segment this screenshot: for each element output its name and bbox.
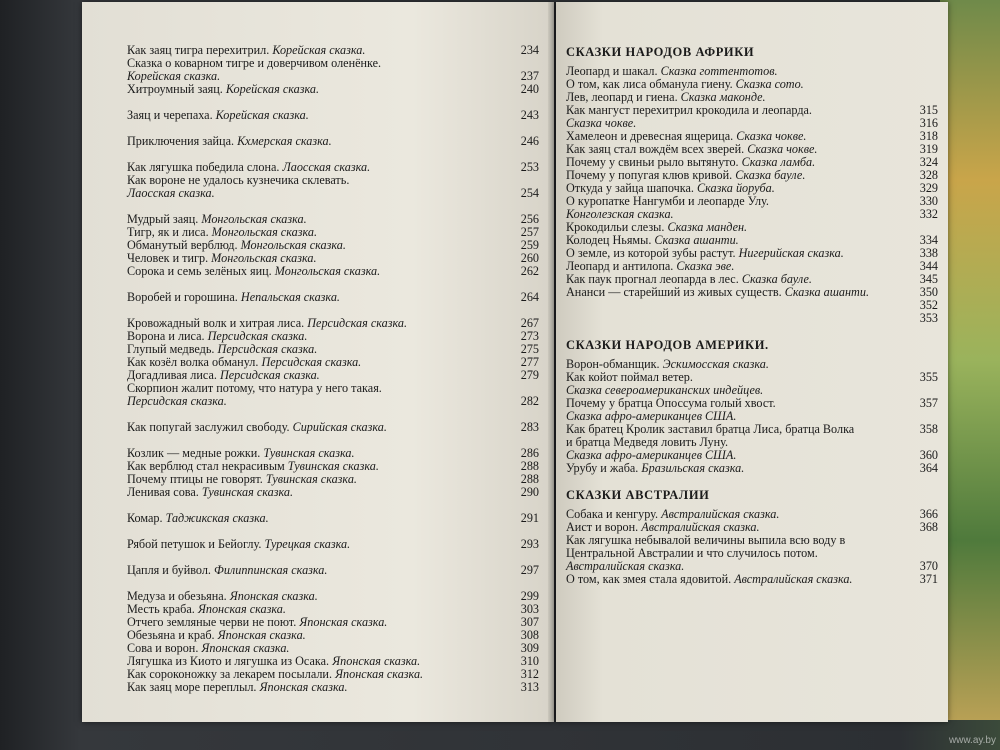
left-toc: [127, 44, 539, 694]
toc-entry-origin: Таджикская сказка.: [165, 511, 269, 525]
toc-entry-text: Обманутый верблюд.: [127, 238, 238, 252]
toc-entry-text: Почему птицы не говорят.: [127, 472, 263, 486]
toc-entry: [127, 564, 539, 577]
toc-entry-page: 358: [919, 422, 938, 436]
section-title: СКАЗКИ АВСТРАЛИИ: [566, 488, 710, 502]
toc-entry-origin: Сказка йоруба.: [697, 181, 775, 195]
toc-entry-origin: Монгольская сказка.: [211, 225, 318, 239]
toc-entry-origin: Монгольская сказка.: [211, 251, 317, 265]
toc-entry: [127, 291, 539, 304]
toc-entry-text: О том, как лиса обманула гиену.: [566, 77, 733, 91]
toc-entry-page: 318: [919, 129, 938, 143]
toc-entry: [566, 573, 938, 586]
toc-entry-origin: Сказка афро-американцев США.: [566, 448, 737, 462]
toc-entry-origin: Сказка чокве.: [747, 142, 818, 156]
toc-entry-origin: Сказка маконде.: [680, 90, 766, 104]
toc-entry-text: Леопард и антилопа.: [566, 259, 674, 273]
toc-entry-page: 352: [919, 298, 938, 312]
toc-entry-origin: Корейская сказка.: [225, 82, 320, 96]
toc-entry-page: 277: [520, 355, 539, 369]
toc-entry: [127, 83, 539, 96]
toc-entry-text: Как мангуст перехитрил крокодила и леопарда.: [566, 103, 812, 117]
toc-entry-page: 319: [919, 142, 938, 156]
toc-entry-origin: Сказка эве.: [676, 259, 735, 273]
toc-entry-origin: Сказка афро-американцев США.: [566, 409, 737, 423]
toc-entry-page: 290: [520, 485, 539, 499]
toc-entry-page: 237: [520, 69, 539, 83]
toc-entry-page: 303: [520, 602, 539, 616]
toc-entry-origin: Сказка бауле.: [741, 272, 812, 286]
toc-entry-origin: Японская сказка.: [229, 589, 318, 603]
toc-entry-origin: Филиппинская сказка.: [214, 563, 328, 577]
toc-entry-title: [566, 462, 908, 475]
toc-entry-text: Почему у свиньи рыло вытянуто.: [566, 155, 739, 169]
toc-entry-origin: Лаосская сказка.: [127, 186, 215, 200]
toc-entry: [566, 299, 938, 312]
toc-entry-page: 253: [520, 160, 539, 174]
toc-entry-title: [127, 538, 509, 551]
toc-entry-text: Обезьяна и краб.: [127, 628, 215, 642]
toc-entry-origin: Персидская сказка.: [261, 355, 362, 369]
toc-entry-text: Человек и тигр.: [127, 251, 209, 265]
toc-entry-title: [127, 135, 509, 148]
toc-entry-text: Догадливая лиса.: [127, 368, 217, 382]
toc-entry-page: 328: [919, 168, 938, 182]
left-page: [82, 2, 554, 722]
toc-entry-text: Как верблюд стал некрасивым: [127, 459, 285, 473]
toc-entry-origin: Японская сказка.: [217, 628, 306, 642]
toc-entry-title: [566, 286, 908, 299]
toc-entry-origin: Персидская сказка.: [207, 329, 308, 343]
toc-entry-origin: Сказка бауле.: [735, 168, 806, 182]
toc-entry-text: О земле, из которой зубы растут.: [566, 246, 736, 260]
toc-entry-origin: Сказка ашанти.: [654, 233, 739, 247]
toc-entry-page: 309: [520, 641, 539, 655]
toc-entry: [127, 421, 539, 434]
toc-entry-text: Как заяц тигра перехитрил.: [127, 43, 270, 57]
toc-entry-page: 275: [520, 342, 539, 356]
toc-entry-text: Рябой петушок и Бейоглу.: [127, 537, 262, 551]
toc-entry-origin: Персидская сказка.: [219, 368, 320, 382]
toc-entry-page: 312: [520, 667, 539, 681]
toc-entry-page: 291: [520, 511, 539, 525]
toc-entry-title: [127, 564, 509, 577]
toc-entry-text: Хитроумный заяц.: [127, 82, 223, 96]
toc-entry-text: Колодец Ньямы.: [566, 233, 652, 247]
toc-entry-page: 262: [520, 264, 539, 278]
toc-entry-text: Как сороконожку за лекарем посылали.: [127, 667, 332, 681]
right-toc: [566, 46, 938, 586]
toc-entry-page: 240: [520, 82, 539, 96]
toc-entry-text: Как паук прогнал леопарда в лес.: [566, 272, 739, 286]
toc-entry-page: 360: [919, 448, 938, 462]
section-title: СКАЗКИ НАРОДОВ АФРИКИ: [566, 45, 755, 59]
toc-entry: [127, 486, 539, 499]
toc-entry-title: [127, 512, 509, 525]
toc-entry-origin: Японская сказка.: [299, 615, 388, 629]
toc-entry-text: Месть краба.: [127, 602, 195, 616]
toc-entry-text: Как койот поймал ветер.: [566, 370, 693, 384]
toc-entry: [566, 286, 938, 299]
toc-entry-text: Ананси — старейший из живых существ.: [566, 285, 782, 299]
toc-entry-text: Приключения зайца.: [127, 134, 235, 148]
toc-entry-origin: Сказка чокве.: [736, 129, 807, 143]
toc-entry-page: 234: [520, 43, 539, 57]
toc-entry-origin: Корейская сказка.: [215, 108, 309, 122]
toc-entry-origin: Сказка манден.: [667, 220, 748, 234]
toc-entry-page: 246: [520, 134, 539, 148]
toc-entry-origin: Кхмерская сказка.: [237, 134, 332, 148]
toc-entry-origin: Нигерийская сказка.: [738, 246, 844, 260]
toc-entry: [127, 512, 539, 525]
toc-entry-text: Крокодильи слезы.: [566, 220, 665, 234]
toc-entry-text: Как братец Кролик заставил братца Лиса, братца Волка: [566, 422, 855, 436]
toc-entry-origin: Австралийская сказка.: [566, 559, 685, 573]
toc-entry-origin: Сказка ламба.: [741, 155, 816, 169]
toc-entry-origin: Корейская сказка.: [272, 43, 366, 57]
toc-entry-origin: Непальская сказка.: [240, 290, 340, 304]
toc-entry-text: Козлик — медные рожки.: [127, 446, 261, 460]
toc-entry-title: [127, 291, 509, 304]
toc-entry-page: 288: [520, 472, 539, 486]
toc-entry-origin: Австралийская сказка.: [641, 520, 760, 534]
toc-entry-text: Скорпион жалит потому, что натура у него такая.: [127, 381, 382, 395]
toc-entry-origin: Японская сказка.: [197, 602, 286, 616]
toc-entry-page: 344: [919, 259, 938, 273]
toc-entry-origin: Тувинская сказка.: [263, 446, 355, 460]
toc-entry-origin: Конголезская сказка.: [566, 207, 674, 221]
toc-entry-text: Мудрый заяц.: [127, 212, 199, 226]
toc-entry: [566, 312, 938, 325]
toc-entry-page: 308: [520, 628, 539, 642]
toc-entry: [566, 462, 938, 475]
toc-entry-origin: Японская сказка.: [335, 667, 424, 681]
toc-entry-page: 371: [919, 572, 938, 586]
toc-entry-page: 267: [520, 316, 539, 330]
toc-entry-title: [127, 187, 509, 200]
toc-entry-text: Ворон-обманщик.: [566, 357, 660, 371]
toc-entry-text: Как заяц стал вождём всех зверей.: [566, 142, 745, 156]
toc-entry-page: 243: [520, 108, 539, 122]
toc-entry-page: 299: [520, 589, 539, 603]
toc-entry-page: 307: [520, 615, 539, 629]
toc-entry-text: Как лягушка победила слона.: [127, 160, 280, 174]
toc-entry-origin: Турецкая сказка.: [264, 537, 351, 551]
toc-entry-text: Сказка о коварном тигре и доверчивом оленёнке.: [127, 56, 382, 70]
toc-entry-origin: Японская сказка.: [259, 680, 348, 694]
toc-entry-text: Почему у попугая клюв кривой.: [566, 168, 733, 182]
toc-entry-origin: Японская сказка.: [201, 641, 290, 655]
toc-entry-page: 259: [520, 238, 539, 252]
toc-entry-page: 353: [919, 311, 938, 325]
toc-entry-origin: Сказка североамериканских индейцев.: [566, 383, 764, 397]
toc-entry-page: 283: [520, 420, 539, 434]
toc-entry-origin: Австралийская сказка.: [734, 572, 853, 586]
toc-entry-text: Лягушка из Киото и лягушка из Осака.: [127, 654, 330, 668]
toc-entry-origin: Корейская сказка.: [127, 69, 221, 83]
toc-entry-origin: Австралийская сказка.: [661, 507, 780, 521]
toc-entry-text: Собака и кенгуру.: [566, 507, 659, 521]
toc-entry-page: 260: [520, 251, 539, 265]
toc-entry-page: 368: [919, 520, 938, 534]
toc-entry-origin: Японская сказка.: [332, 654, 421, 668]
toc-entry-text: Откуда у зайца шапочка.: [566, 181, 694, 195]
toc-entry-title: [127, 109, 509, 122]
toc-entry-page: 315: [919, 103, 938, 117]
toc-entry-origin: Тувинская сказка.: [265, 472, 357, 486]
toc-entry-origin: Сказка готтентотов.: [660, 64, 778, 78]
toc-entry-origin: Бразильская сказка.: [641, 461, 745, 475]
toc-entry-text: О том, как змея стала ядовитой.: [566, 572, 732, 586]
toc-entry-text: Ворона и лиса.: [127, 329, 205, 343]
toc-entry-page: 316: [919, 116, 938, 130]
toc-entry-title: [127, 486, 509, 499]
toc-entry-origin: Тувинская сказка.: [201, 485, 294, 499]
toc-entry: [127, 265, 539, 278]
toc-entry-page: 357: [919, 396, 938, 410]
toc-entry-origin: Сказка чокве.: [566, 116, 637, 130]
toc-entry-page: 257: [520, 225, 539, 239]
toc-entry: [127, 109, 539, 122]
toc-entry-page: 254: [520, 186, 539, 200]
toc-entry-text: Заяц и черепаха.: [127, 108, 213, 122]
toc-entry-page: 338: [919, 246, 938, 260]
toc-entry-page: 345: [919, 272, 938, 286]
toc-entry-text: Медуза и обезьяна.: [127, 589, 227, 603]
toc-entry-page: 334: [919, 233, 938, 247]
toc-entry-origin: Монгольская сказка.: [201, 212, 307, 226]
watermark: www.ay.by: [948, 735, 996, 746]
toc-entry-page: 355: [919, 370, 938, 384]
toc-entry-page: 279: [520, 368, 539, 382]
toc-entry-origin: Тувинская сказка.: [287, 459, 379, 473]
toc-entry-page: 286: [520, 446, 539, 460]
toc-entry-title: [127, 395, 509, 408]
toc-entry-page: 313: [520, 680, 539, 694]
toc-entry-page: 366: [919, 507, 938, 521]
toc-entry-page: 273: [520, 329, 539, 343]
toc-entry-origin: Сказка сото.: [735, 77, 804, 91]
toc-entry-text: Урубу и жаба.: [566, 461, 639, 475]
toc-entry-origin: Монгольская сказка.: [274, 264, 381, 278]
toc-entry-text: Хамелеон и древесная ящерица.: [566, 129, 734, 143]
toc-entry-text: Аист и ворон.: [566, 520, 639, 534]
toc-entry-origin: Персидская сказка.: [307, 316, 408, 330]
toc-entry-page: 332: [919, 207, 938, 221]
toc-entry-origin: Сказка ашанти.: [784, 285, 869, 299]
toc-entry-text: Как попугай заслужил свободу.: [127, 420, 290, 434]
toc-entry-page: 310: [520, 654, 539, 668]
toc-entry-page: 256: [520, 212, 539, 226]
toc-entry-page: 329: [919, 181, 938, 195]
toc-entry-text: Тигр, як и лиса.: [127, 225, 209, 239]
toc-entry-text: Как заяц море переплыл.: [127, 680, 257, 694]
toc-entry-page: 364: [919, 461, 938, 475]
right-page: [556, 2, 948, 722]
toc-entry-text: О куропатке Нангумби и леопарде Улу.: [566, 194, 769, 208]
toc-entry-text: Цапля и буйвол.: [127, 563, 211, 577]
toc-entry-text: Лев, леопард и гиена.: [566, 90, 678, 104]
toc-entry-text: Кровожадный волк и хитрая лиса.: [127, 316, 305, 330]
toc-entry: [127, 187, 539, 200]
toc-entry-text: Как лягушка небывалой величины выпила всю воду в: [566, 533, 846, 547]
toc-entry-text: Центральной Австралии и что случилось потом.: [566, 546, 818, 560]
toc-entry-page: 293: [520, 537, 539, 551]
toc-entry-text: Почему у братца Опоссума голый хвост.: [566, 396, 776, 410]
toc-entry-text: Глупый медведь.: [127, 342, 215, 356]
toc-entry: [127, 681, 539, 694]
toc-entry-text: Комар.: [127, 511, 163, 525]
toc-entry-text: Как вороне не удалось кузнечика склевать.: [127, 173, 350, 187]
toc-entry-title: [566, 573, 908, 586]
toc-entry-origin: Персидская сказка.: [127, 394, 227, 408]
toc-entry-origin: Персидская сказка.: [217, 342, 318, 356]
toc-entry-page: 297: [520, 563, 539, 577]
toc-entry-text: Сорока и семь зелёных яиц.: [127, 264, 272, 278]
toc-entry-text: Как козёл волка обманул.: [127, 355, 259, 369]
toc-entry-page: 330: [919, 194, 938, 208]
toc-entry-title: [127, 681, 509, 694]
toc-entry-origin: Монгольская сказка.: [240, 238, 346, 252]
book-cover-edge: [940, 0, 1000, 720]
toc-entry: [127, 395, 539, 408]
toc-entry: [127, 135, 539, 148]
toc-entry-page: 264: [520, 290, 539, 304]
toc-entry-text: Воробей и горошина.: [127, 290, 238, 304]
toc-entry-title: [127, 265, 509, 278]
toc-entry-page: 324: [919, 155, 938, 169]
toc-entry-text: Сова и ворон.: [127, 641, 199, 655]
toc-entry-text: и братца Медведя ловить Луну.: [566, 435, 729, 449]
toc-entry-text: Ленивая сова.: [127, 485, 199, 499]
toc-entry-page: 350: [919, 285, 938, 299]
toc-entry-origin: Сирийская сказка.: [292, 420, 387, 434]
toc-entry-title: [127, 421, 509, 434]
toc-entry-origin: Эскимосская сказка.: [662, 357, 769, 371]
toc-entry-page: 288: [520, 459, 539, 473]
toc-entry-origin: Лаосская сказка.: [282, 160, 371, 174]
toc-entry-page: 282: [520, 394, 539, 408]
toc-entry: [127, 538, 539, 551]
toc-entry-text: Леопард и шакал.: [566, 64, 658, 78]
toc-entry-page: 370: [919, 559, 938, 573]
section-title: СКАЗКИ НАРОДОВ АМЕРИКИ.: [566, 338, 769, 352]
toc-entry-text: Отчего земляные черви не поют.: [127, 615, 297, 629]
toc-entry-title: [127, 83, 509, 96]
